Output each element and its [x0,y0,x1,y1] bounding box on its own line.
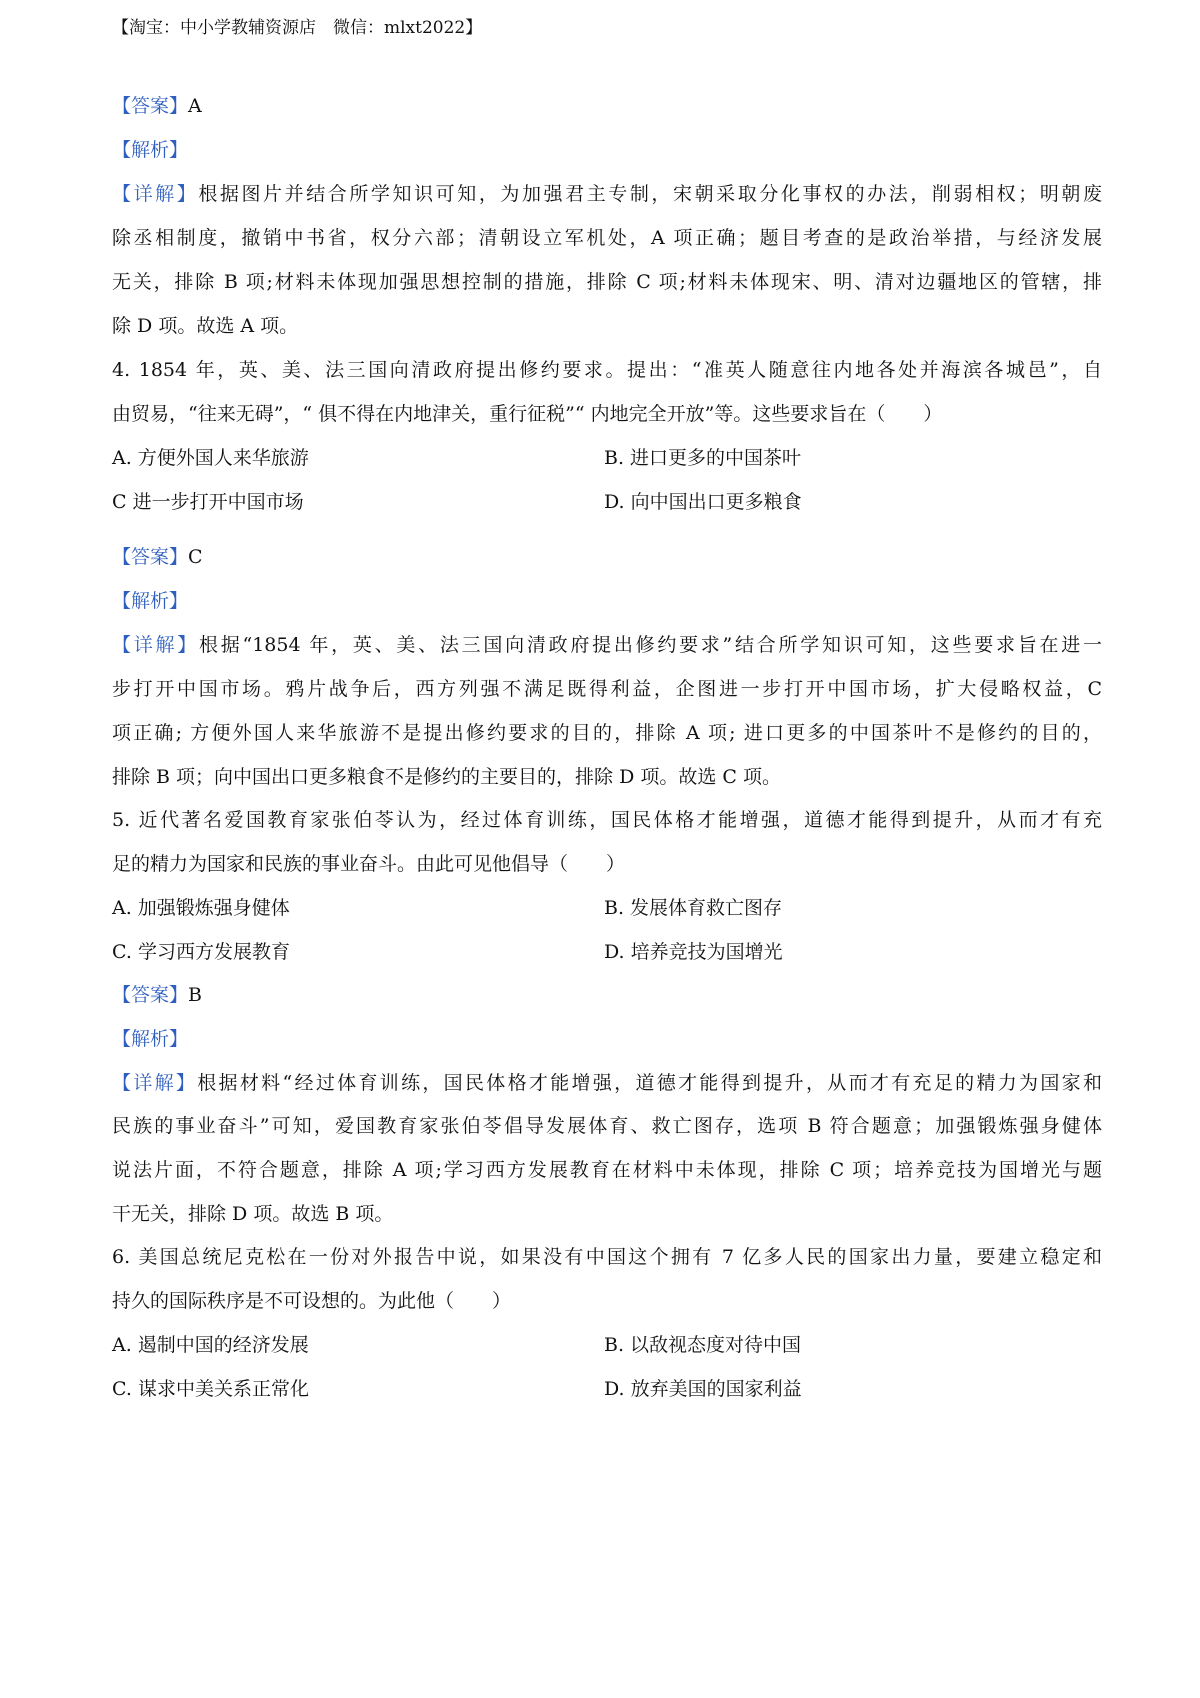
q6-option-d: D. 放弃美国的国家利益 [604,1378,802,1400]
q5-option-b: B. 发展体育救亡图存 [604,897,783,919]
q5-answer [112,981,1102,1009]
q3-answer [112,92,1102,120]
q5-option-d: D. 培养竞技为国增光 [604,941,783,963]
q4-stem-line-2: 由贸易，“往来无碍”，“ 俱不得在内地津关，重行征税”“ 内地完全开放”等。这些要求旨在（ ） [112,403,943,425]
detail-tag: 【详解】 [112,183,199,205]
q5-detail-line-4: 干无关，排除 D 项。故选 B 项。 [112,1203,394,1225]
analysis-tag: 【解析】 [112,590,189,612]
q4-stem-line-1: 4. 1854 年，英、美、法三国向清政府提出修约要求。提出：“准英人随意往内地各处并海滨各城邑”，自 [112,359,1102,381]
q3-analysis [112,136,1102,164]
q6-option-c: C. 谋求中美关系正常化 [112,1378,309,1400]
q3-detail-line-4: 除 D 项。故选 A 项。 [112,315,299,337]
q3-detail-line-3: 无关，排除 B 项;材料未体现加强思想控制的措施，排除 C 项;材料未体现宋、明、清对边疆地区的管辖，排 [112,271,1102,293]
q4-option-a: A. 方便外国人来华旅游 [112,447,309,469]
q5-answer-value: B [188,984,202,1006]
q4-detail-line-2: 步打开中国市场。鸦片战争后，西方列强不满足既得利益，企图进一步打开中国市场，扩大侵略权益，C [112,678,1102,700]
q4-option-c: C 进一步打开中国市场 [112,491,304,513]
q5-stem-line-2: 足的精力为国家和民族的事业奋斗。由此可见他倡导（ ） [112,853,626,875]
answer-tag: 【答案】 [112,95,189,117]
page-header: 【淘宝：中小学教辅资源店 微信：mlxt2022】 [112,18,483,38]
q3-detail-line-2: 除丞相制度，撤销中书省，权分六部；清朝设立军机处，A 项正确；题目考查的是政治举措，与经济发展 [112,227,1102,249]
q5-stem-line-1: 5. 近代著名爱国教育家张伯苓认为，经过体育训练，国民体格才能增强，道德才能得到提升，从而才有充 [112,809,1102,831]
q6-stem-line-2: 持久的国际秩序是不可设想的。为此他（ ） [112,1290,512,1312]
q6-option-a: A. 遏制中国的经济发展 [112,1334,309,1356]
q5-analysis [112,1025,1102,1053]
answer-tag: 【答案】 [112,984,189,1006]
q3-answer-value: A [188,95,202,117]
q5-option-a: A. 加强锻炼强身健体 [112,897,290,919]
q5-detail-line-1: 【详解】根据材料“经过体育训练，国民体格才能增强，道德才能得到提升，从而才有充足的精力为国家和 [112,1072,1102,1094]
q4-analysis [112,587,1102,615]
q4-option-b: B. 进口更多的中国茶叶 [604,447,802,469]
q5-detail-line-3: 说法片面，不符合题意，排除 A 项;学习西方发展教育在材料中未体现，排除 C 项；培养竞技为国增光与题 [112,1159,1102,1181]
q6-stem-line-1: 6. 美国总统尼克松在一份对外报告中说，如果没有中国这个拥有 7 亿多人民的国家出力量，要建立稳定和 [112,1246,1102,1268]
analysis-tag: 【解析】 [112,139,189,161]
q6-option-b: B. 以敌视态度对待中国 [604,1334,802,1356]
q4-option-d: D. 向中国出口更多粮食 [604,491,802,513]
q4-detail-line-3: 项正确; 方便外国人来华旅游不是提出修约要求的目的，排除 A 项; 进口更多的中国茶叶不是修约的目的， [112,722,1102,744]
q5-detail-line-2: 民族的事业奋斗”可知，爱国教育家张伯苓倡导发展体育、救亡图存，选项 B 符合题意；加强锻炼强身健体 [112,1115,1102,1137]
detail-tag: 【详解】 [112,634,199,656]
q4-detail-line-4: 排除 B 项；向中国出口更多粮食不是修约的主要目的，排除 D 项。故选 C 项。 [112,766,781,788]
detail-tag: 【详解】 [112,1072,198,1094]
q4-answer [112,543,1102,571]
analysis-tag: 【解析】 [112,1028,189,1050]
q4-detail-line-1: 【详解】根据“1854 年，英、美、法三国向清政府提出修约要求”结合所学知识可知，这些要求旨在进一 [112,634,1102,656]
q3-detail-line-1: 【详解】根据图片并结合所学知识可知，为加强君主专制，宋朝采取分化事权的办法，削弱相权；明朝废 [112,183,1102,205]
answer-tag: 【答案】 [112,546,189,568]
q5-option-c: C. 学习西方发展教育 [112,941,290,963]
q4-answer-value: C [188,546,203,568]
